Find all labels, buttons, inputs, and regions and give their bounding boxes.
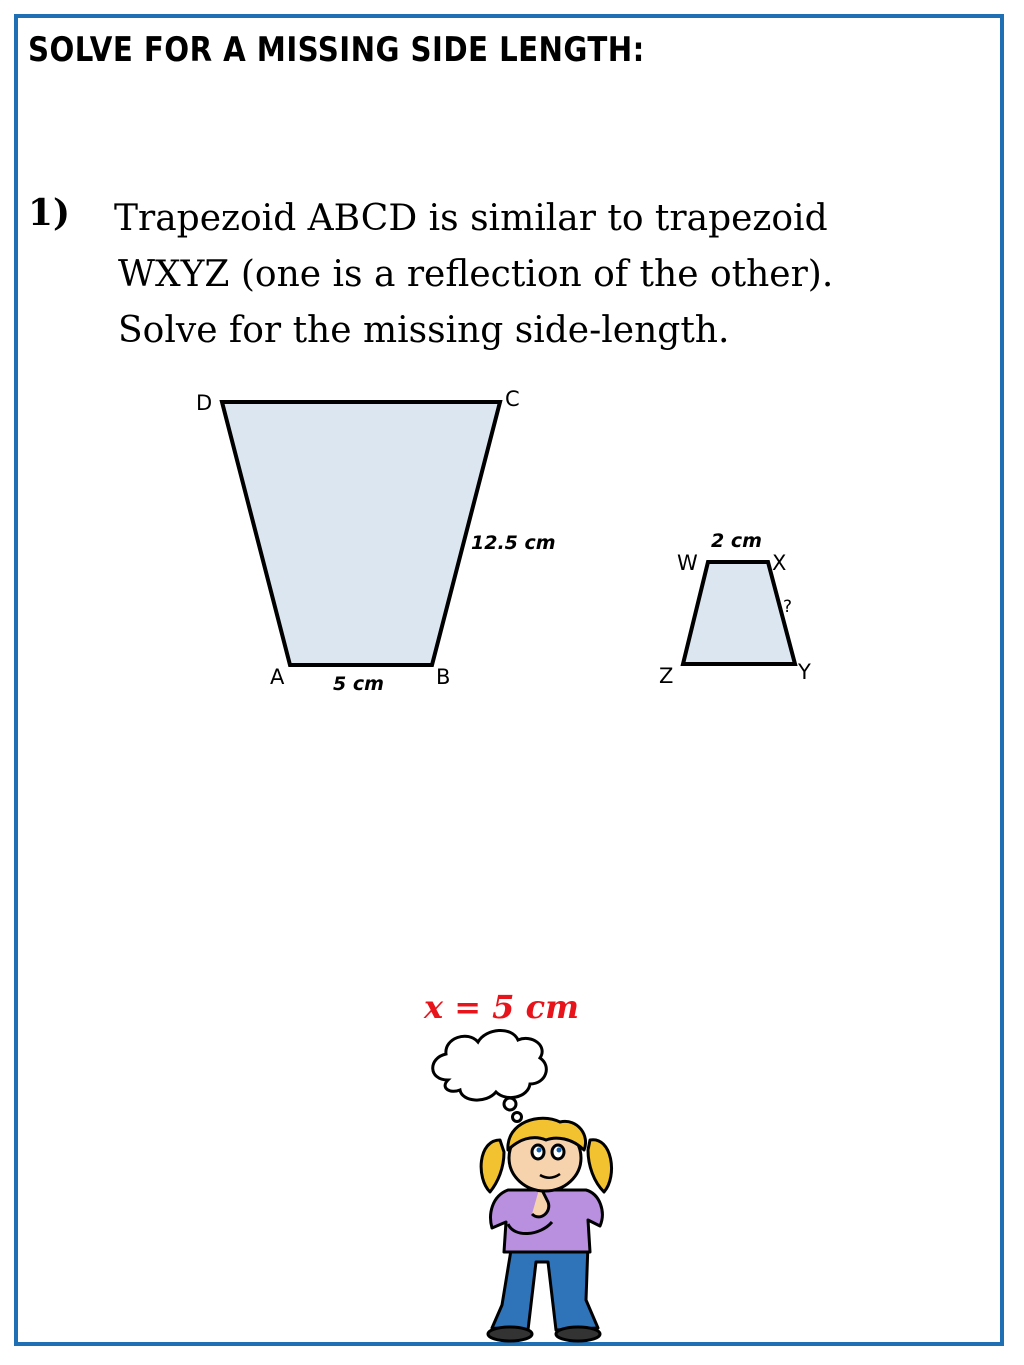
vertex-label-x: X <box>772 551 787 575</box>
slide-title: SOLVE FOR A MISSING SIDE LENGTH: <box>28 30 645 70</box>
vertex-label-b: B <box>436 665 451 689</box>
vertex-label-c: C <box>505 387 520 411</box>
side-bc-length: 12.5 cm <box>471 532 556 554</box>
side-xy-unknown: ? <box>783 597 793 617</box>
answer-text: x = 5 cm <box>424 988 579 1026</box>
vertex-label-d: D <box>196 391 213 415</box>
side-wx-length: 2 cm <box>711 530 762 552</box>
vertex-label-w: W <box>677 551 698 575</box>
vertex-label-a: A <box>270 665 285 689</box>
question-line-2: WXYZ (one is a reflection of the other). <box>118 254 834 295</box>
trapezoid-abcd <box>222 402 500 665</box>
side-ab-length: 5 cm <box>333 673 384 695</box>
question-line-3: Solve for the missing side-length. <box>118 310 730 351</box>
vertex-label-z: Z <box>659 664 674 688</box>
thinking-girl-icon <box>481 1118 611 1341</box>
trapezoid-wxyz <box>683 562 795 664</box>
question-number: 1) <box>28 192 71 234</box>
thought-bubble-icon <box>433 1030 547 1131</box>
vertex-label-y: Y <box>798 660 811 684</box>
question-line-1: Trapezoid ABCD is similar to trapezoid <box>114 198 828 239</box>
